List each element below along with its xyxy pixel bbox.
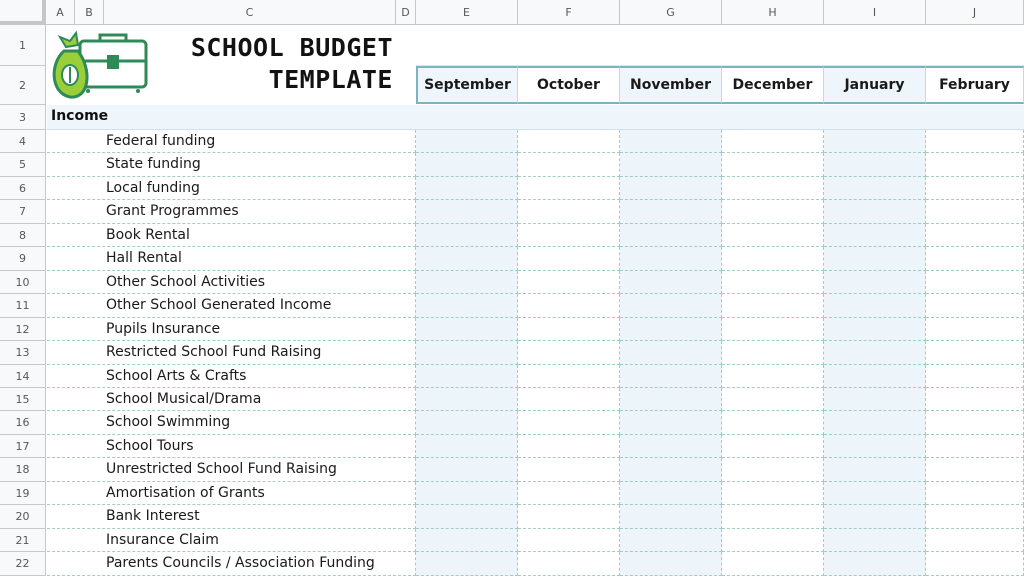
data-cell[interactable] (824, 505, 926, 529)
row-label: Grant Programmes (106, 203, 239, 219)
row-label: Restricted School Fund Raising (106, 344, 322, 360)
data-cell[interactable] (620, 153, 722, 177)
column-header-d[interactable]: D (396, 0, 416, 25)
table-row[interactable] (47, 224, 416, 247)
row-label: Amortisation of Grants (106, 485, 265, 501)
data-cell[interactable] (926, 224, 1024, 247)
data-cell[interactable] (926, 177, 1024, 200)
data-cell[interactable] (722, 458, 824, 482)
title-line-1: SCHOOL BUDGET (190, 33, 393, 62)
data-cell[interactable] (722, 247, 824, 271)
data-cell[interactable] (518, 435, 620, 458)
row-header[interactable]: 10 (0, 271, 46, 294)
row-header-1[interactable]: 1 (0, 25, 46, 66)
row-header[interactable]: 15 (0, 388, 46, 411)
select-all-corner[interactable] (0, 0, 46, 25)
data-cell[interactable] (824, 435, 926, 458)
data-cell[interactable] (926, 294, 1024, 318)
data-cell[interactable] (518, 341, 620, 365)
data-cell[interactable] (824, 130, 926, 153)
school-budget-logo (52, 29, 152, 101)
data-cell[interactable] (518, 529, 620, 552)
data-cell[interactable] (926, 247, 1024, 271)
data-cell[interactable] (416, 318, 518, 341)
row-header[interactable]: 4 (0, 130, 46, 153)
data-cell[interactable] (722, 224, 824, 247)
data-cell[interactable] (824, 411, 926, 435)
data-cell[interactable] (518, 224, 620, 247)
month-header-october[interactable]: October (518, 66, 620, 104)
data-cell[interactable] (620, 529, 722, 552)
data-cell[interactable] (416, 552, 518, 576)
data-cell[interactable] (926, 341, 1024, 365)
row-header[interactable]: 22 (0, 552, 46, 576)
data-cell[interactable] (722, 294, 824, 318)
data-cell[interactable] (416, 458, 518, 482)
row-label: Bank Interest (106, 508, 200, 524)
column-header-f[interactable]: F (518, 0, 620, 25)
row-header[interactable]: 6 (0, 177, 46, 200)
data-cell[interactable] (722, 505, 824, 529)
data-cell[interactable] (926, 200, 1024, 224)
data-cell[interactable] (416, 294, 518, 318)
row-label: School Musical/Drama (106, 391, 262, 407)
month-header-february[interactable]: February (926, 66, 1024, 104)
data-cell[interactable] (824, 153, 926, 177)
data-cell[interactable] (518, 365, 620, 388)
data-cell[interactable] (518, 153, 620, 177)
data-cell[interactable] (824, 224, 926, 247)
row-header[interactable]: 8 (0, 224, 46, 247)
row-label: Local funding (106, 180, 200, 196)
data-cell[interactable] (620, 177, 722, 200)
data-cell[interactable] (926, 552, 1024, 576)
table-row[interactable] (47, 247, 416, 271)
data-cell[interactable] (518, 200, 620, 224)
row-label: Hall Rental (106, 250, 182, 266)
table-row[interactable] (47, 435, 416, 458)
row-header[interactable]: 14 (0, 365, 46, 388)
row-label: School Arts & Crafts (106, 368, 247, 384)
row-label: School Tours (106, 438, 194, 454)
data-cell[interactable] (416, 365, 518, 388)
data-cell[interactable] (722, 341, 824, 365)
row-header-3[interactable]: 3 (0, 105, 46, 130)
column-header-c[interactable]: C (104, 0, 396, 25)
data-cell[interactable] (416, 271, 518, 294)
data-cell[interactable] (824, 458, 926, 482)
row-header[interactable]: 20 (0, 505, 46, 529)
data-cell[interactable] (722, 130, 824, 153)
table-row[interactable] (47, 482, 416, 505)
data-cell[interactable] (518, 411, 620, 435)
data-cell[interactable] (620, 482, 722, 505)
money-bag-icon (52, 29, 152, 101)
table-row[interactable] (47, 153, 416, 177)
data-cell[interactable] (722, 482, 824, 505)
data-cell[interactable] (620, 365, 722, 388)
data-cell[interactable] (722, 388, 824, 411)
data-cell[interactable] (416, 388, 518, 411)
row-header[interactable]: 21 (0, 529, 46, 552)
row-header[interactable]: 11 (0, 294, 46, 318)
data-cell[interactable] (926, 271, 1024, 294)
data-cell[interactable] (722, 153, 824, 177)
data-cell[interactable] (416, 130, 518, 153)
data-cell[interactable] (416, 411, 518, 435)
data-cell[interactable] (416, 482, 518, 505)
data-cell[interactable] (722, 365, 824, 388)
data-cell[interactable] (824, 271, 926, 294)
row-header-2[interactable]: 2 (0, 66, 46, 105)
row-1-band (416, 26, 1024, 66)
table-row[interactable] (47, 341, 416, 365)
data-cell[interactable] (620, 271, 722, 294)
table-row[interactable] (47, 200, 416, 224)
data-cell[interactable] (926, 388, 1024, 411)
table-row[interactable] (47, 529, 416, 552)
data-cell[interactable] (620, 224, 722, 247)
table-row[interactable] (47, 458, 416, 482)
data-cell[interactable] (722, 271, 824, 294)
data-cell[interactable] (416, 505, 518, 529)
section-income-row[interactable] (47, 105, 1024, 130)
table-row[interactable] (47, 177, 416, 200)
data-cell[interactable] (620, 341, 722, 365)
data-cell[interactable] (416, 200, 518, 224)
table-row[interactable] (47, 505, 416, 529)
data-cell[interactable] (620, 130, 722, 153)
row-header[interactable]: 7 (0, 200, 46, 224)
title-line-2: TEMPLATE (268, 65, 393, 94)
row-label: Insurance Claim (106, 532, 219, 548)
row-label: Other School Generated Income (106, 297, 332, 313)
data-cell[interactable] (518, 247, 620, 271)
table-row[interactable] (47, 552, 416, 576)
data-cell[interactable] (926, 153, 1024, 177)
data-cell[interactable] (926, 529, 1024, 552)
data-cell[interactable] (824, 365, 926, 388)
row-header[interactable]: 19 (0, 482, 46, 505)
data-cell[interactable] (620, 294, 722, 318)
row-label: State funding (106, 156, 201, 172)
row-header[interactable]: 17 (0, 435, 46, 458)
month-header-december[interactable]: December (722, 66, 824, 104)
data-cell[interactable] (518, 271, 620, 294)
data-cell[interactable] (824, 529, 926, 552)
data-cell[interactable] (416, 341, 518, 365)
data-cell[interactable] (722, 200, 824, 224)
data-cell[interactable] (824, 177, 926, 200)
table-row[interactable] (47, 271, 416, 294)
data-cell[interactable] (722, 435, 824, 458)
data-cell[interactable] (518, 294, 620, 318)
data-cell[interactable] (824, 482, 926, 505)
data-cell[interactable] (518, 482, 620, 505)
data-cell[interactable] (518, 177, 620, 200)
data-cell[interactable] (518, 318, 620, 341)
table-row[interactable] (47, 294, 416, 318)
row-label: Book Rental (106, 227, 190, 243)
month-header-november[interactable]: November (620, 66, 722, 104)
table-row[interactable] (47, 365, 416, 388)
data-cell[interactable] (518, 130, 620, 153)
data-cell[interactable] (824, 294, 926, 318)
data-cell[interactable] (620, 458, 722, 482)
data-cell[interactable] (518, 552, 620, 576)
row-label: Unrestricted School Fund Raising (106, 461, 337, 477)
row-label: Other School Activities (106, 274, 265, 290)
section-label: Income (51, 108, 109, 124)
data-cell[interactable] (824, 341, 926, 365)
data-cell[interactable] (824, 552, 926, 576)
data-cell[interactable] (824, 200, 926, 224)
data-cell[interactable] (926, 435, 1024, 458)
row-header[interactable]: 5 (0, 153, 46, 177)
column-header-a[interactable]: A (46, 0, 75, 25)
row-header[interactable]: 18 (0, 458, 46, 482)
column-header-g[interactable]: G (620, 0, 722, 25)
row-header[interactable]: 9 (0, 247, 46, 271)
data-cell[interactable] (926, 482, 1024, 505)
row-header[interactable]: 16 (0, 411, 46, 435)
data-cell[interactable] (620, 388, 722, 411)
column-header-i[interactable]: I (824, 0, 926, 25)
data-cell[interactable] (620, 505, 722, 529)
data-cell[interactable] (926, 318, 1024, 341)
data-cell[interactable] (824, 318, 926, 341)
data-cell[interactable] (926, 130, 1024, 153)
data-cell[interactable] (722, 529, 824, 552)
data-cell[interactable] (722, 177, 824, 200)
data-cell[interactable] (518, 458, 620, 482)
data-cell[interactable] (722, 318, 824, 341)
data-cell[interactable] (926, 505, 1024, 529)
data-cell[interactable] (824, 247, 926, 271)
row-label: Federal funding (106, 133, 216, 149)
column-header-e[interactable]: E (416, 0, 518, 25)
month-header-january[interactable]: January (824, 66, 926, 104)
row-label: Parents Councils / Association Funding (106, 555, 375, 571)
data-cell[interactable] (926, 411, 1024, 435)
row-header[interactable]: 13 (0, 341, 46, 365)
data-cell[interactable] (416, 153, 518, 177)
data-cell[interactable] (620, 552, 722, 576)
data-cell[interactable] (518, 388, 620, 411)
data-cell[interactable] (620, 411, 722, 435)
column-header-j[interactable]: J (926, 0, 1024, 25)
data-cell[interactable] (416, 224, 518, 247)
data-cell[interactable] (926, 458, 1024, 482)
data-cell[interactable] (620, 247, 722, 271)
data-cell[interactable] (416, 177, 518, 200)
table-row[interactable] (47, 388, 416, 411)
data-cell[interactable] (416, 247, 518, 271)
data-cell[interactable] (416, 529, 518, 552)
table-row[interactable] (47, 130, 416, 153)
month-header-september[interactable]: September (416, 66, 518, 104)
table-row[interactable] (47, 411, 416, 435)
column-header-b[interactable]: B (75, 0, 104, 25)
data-cell[interactable] (620, 200, 722, 224)
data-cell[interactable] (620, 318, 722, 341)
row-header[interactable]: 12 (0, 318, 46, 341)
table-row[interactable] (47, 318, 416, 341)
column-header-h[interactable]: H (722, 0, 824, 25)
data-cell[interactable] (722, 552, 824, 576)
data-cell[interactable] (620, 435, 722, 458)
data-cell[interactable] (824, 388, 926, 411)
data-cell[interactable] (416, 435, 518, 458)
data-cell[interactable] (722, 411, 824, 435)
data-cell[interactable] (926, 365, 1024, 388)
data-cell[interactable] (518, 505, 620, 529)
row-label: School Swimming (106, 414, 231, 430)
row-label: Pupils Insurance (106, 321, 221, 337)
